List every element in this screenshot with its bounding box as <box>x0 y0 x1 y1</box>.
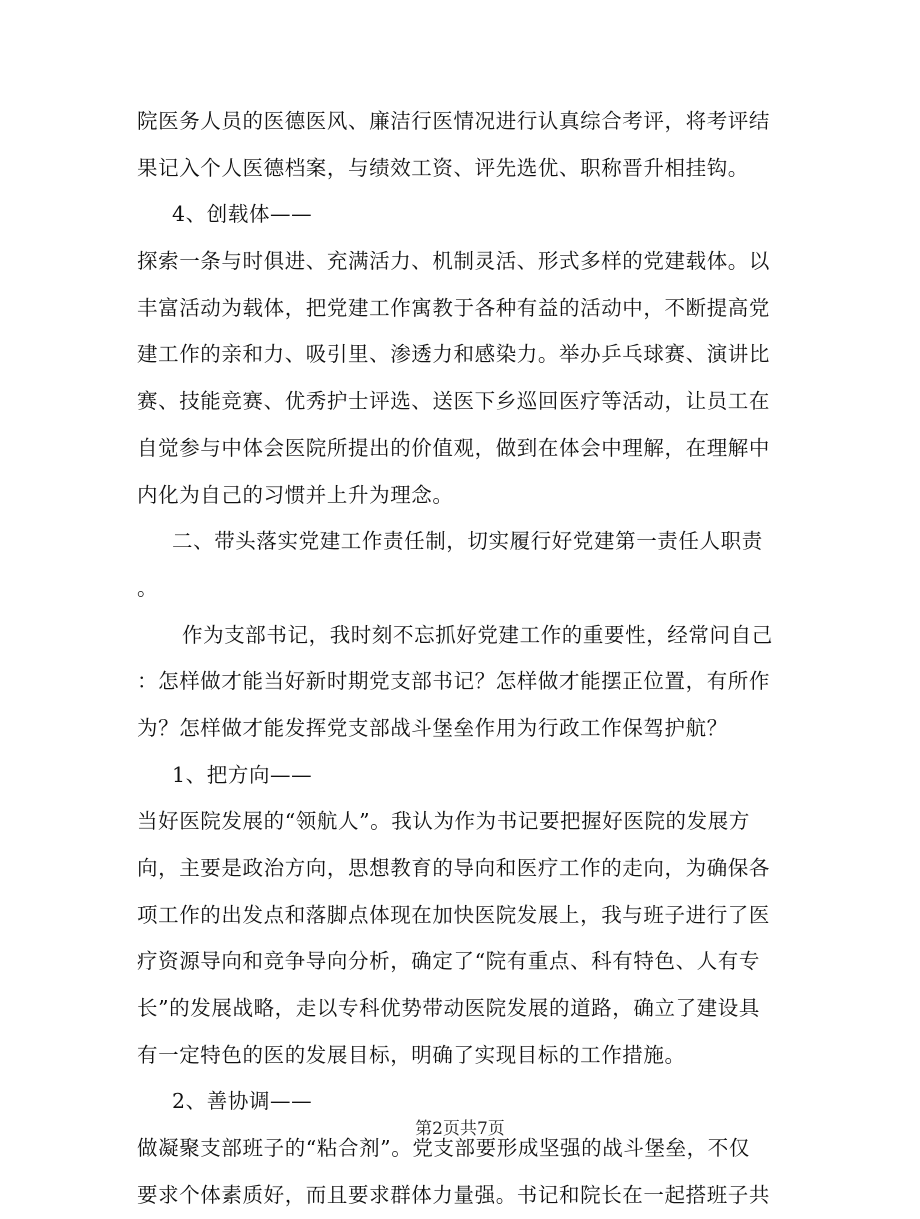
text-line: 丰富活动为载体，把党建工作寓教于各种有益的活动中，不断提高党 <box>137 295 770 320</box>
text-line: 为？怎样做才能发挥党支部战斗堡垒作用为行政工作保驾护航？ <box>137 715 728 740</box>
text-line: 院医务人员的医德医风、廉洁行医情况进行认真综合考评，将考评结 <box>137 109 770 133</box>
text-line: 果记入个人医德档案，与绩效工资、评先选优、职称晋升相挂钩。 <box>137 155 749 180</box>
text-line: 项工作的出发点和落脚点体现在加快医院发展上，我与班子进行了医 <box>137 902 770 927</box>
text-line: 长”的发展战略，走以专科优势带动医院发展的道路，确立了建设具 <box>137 996 760 1021</box>
text-line: 要求个体素质好，而且要求群体力量强。书记和院长在一起搭班子共 <box>137 1182 770 1207</box>
text-line: ：怎样做才能当好新时期党支部书记？怎样做才能摆正位置，有所作 <box>137 669 770 694</box>
text-line: 探索一条与时俱进、充满活力、机制灵活、形式多样的党建载体。以 <box>137 249 770 274</box>
section-heading: 二、带头落实党建工作责任制，切实履行好党建第一责任人职责 <box>172 529 763 554</box>
page-number-footer: 第2页共7页 <box>415 1119 505 1139</box>
text-line: 自觉参与中体会医院所提出的价值观，做到在体会中理解，在理解中 <box>137 435 770 460</box>
text-line: 内化为自己的习惯并上升为理念。 <box>137 482 454 507</box>
text-line: 向，主要是政治方向，思想教育的导向和医疗工作的走向，为确保各 <box>137 856 770 880</box>
text-line: 做凝聚支部班子的“粘合剂”。党支部要形成坚强的战斗堡垒，不仅 <box>137 1136 750 1161</box>
paragraph-start: 作为支部书记，我时刻不忘抓好党建工作的重要性，经常问自己 <box>182 622 773 647</box>
text-line: 有一定特色的医的发展目标，明确了实现目标的工作措施。 <box>137 1042 686 1067</box>
text-line: 赛、技能竞赛、优秀护士评选、送医下乡巡回医疗等活动，让员工在 <box>137 389 770 414</box>
text-line: 。 <box>137 575 159 600</box>
section-heading: 4、创载体—— <box>172 202 313 227</box>
section-heading: 1、把方向—— <box>172 762 313 787</box>
text-line: 当好医院发展的“领航人”。我认为作为书记要把握好医院的发展方 <box>137 809 750 834</box>
text-line: 建工作的亲和力、吸引里、渗透力和感染力。举办乒乓球赛、演讲比 <box>137 342 770 367</box>
text-line: 疗资源导向和竞争导向分析，确定了“院有重点、科有特色、人有专 <box>137 949 760 974</box>
document-body <box>137 98 777 1219</box>
section-heading: 2、善协调—— <box>172 1089 313 1114</box>
